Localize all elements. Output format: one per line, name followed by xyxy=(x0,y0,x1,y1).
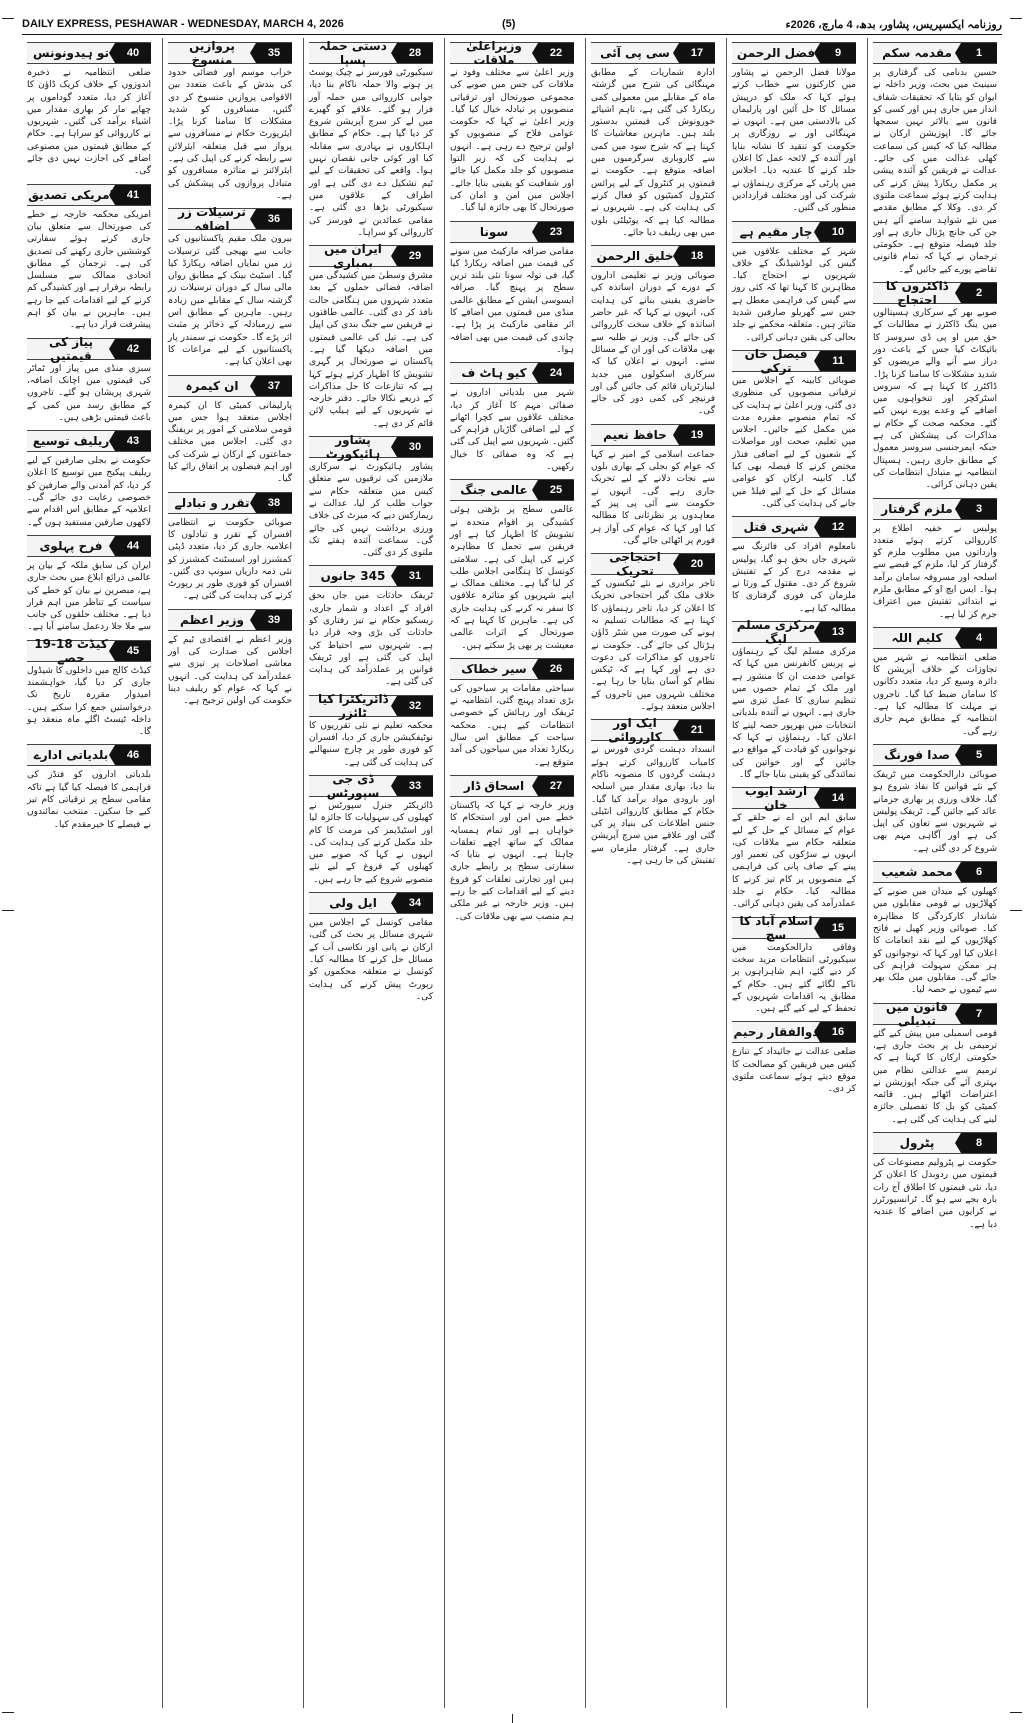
news-number-badge: 33 xyxy=(397,776,433,796)
news-headline: وزیر اعظم xyxy=(180,612,244,627)
news-number-badge: 34 xyxy=(397,893,433,913)
news-headline: ان کیمرہ xyxy=(185,378,239,393)
news-headline-bar xyxy=(732,913,856,942)
news-number-badge: 14 xyxy=(820,788,856,808)
news-number-badge: 1 xyxy=(961,43,997,63)
news-column xyxy=(162,38,297,1708)
news-body-text: پولیس نے خفیہ اطلاع پر کارروائی کرتے ہوئے متعدد وارداتوں میں مطلوب ملزم کو گرفتار کر لیا، ملزم کے قبضے سے اسلحہ اور مسروقہ سامان برآمد ہوا۔ ایس ایچ او کے مطابق ملزم نے ابتدائی تفتیش میں اعتراف جرم کر لیا ہے۔ xyxy=(873,523,997,620)
news-headline: اسلام آباد کا سچ xyxy=(739,913,813,942)
news-body-text: نامعلوم افراد کی فائرنگ سے شہری جاں بحق ہو گیا، پولیس نے مقدمہ درج کر کے تفتیش شروع کر دی۔ مقتول کے ورثا نے ملزمان کی فوری گرفتاری کا مطالبہ کیا ہے۔ xyxy=(732,542,856,614)
news-headline: 345 جانوں xyxy=(320,569,386,584)
news-body-text: تاجر برادری نے نئے ٹیکسوں کے خلاف ملک گیر احتجاجی تحریک کا اعلان کر دیا، تاجر رہنماؤں کا کہنا ہے کہ مطالبات تسلیم نہ ہونے کی صورت میں شٹر ڈاؤن ہڑتال کی جائے گی۔ حکومت نے تاجروں کو مذاکرات کی دعوت دی ہے اور کہا ہے کہ ٹیکس نظام کو آسان بنایا جا رہا ہے۔ مختلف شہروں میں تاجروں کے اجلاس منعقد ہوئے۔ xyxy=(591,579,715,713)
news-headline: کلیم اللہ xyxy=(891,630,943,645)
news-item xyxy=(168,375,292,486)
news-item xyxy=(591,42,715,239)
news-headline-bar xyxy=(27,636,151,665)
news-item xyxy=(450,221,574,357)
news-item xyxy=(732,1021,856,1095)
news-headline-bar xyxy=(168,205,292,234)
news-item xyxy=(27,184,151,332)
news-body-text: ضلعی انتظامیہ نے شہر میں تجاوزات کے خلاف آپریشن کا دائرہ وسیع کر دیا، متعدد دکانوں کا سامان ضبط کیا گیا۔ تاجروں نے مہلت کا مطالبہ کیا ہے۔ انتظامیہ کے مطابق مہم جاری رہے گی۔ xyxy=(873,652,997,737)
news-number-badge: 2 xyxy=(961,283,997,303)
news-headline-bar xyxy=(168,492,292,514)
news-number-badge: 19 xyxy=(679,425,715,445)
news-body-text: انسداد دہشت گردی فورس نے کامیاب کارروائی کرتے ہوئے دہشت گردوں کا منصوبہ ناکام بنا دیا، بھاری مقدار میں اسلحہ اور بارودی مواد برآمد کیا گیا۔ حکام کے مطابق کارروائی انٹیلی جنس اطلاعات کی بنیاد پر کی گئی اور علاقے میں سرچ آپریشن جاری ہے۔ گرفتار ملزمان سے تفتیش کی جا رہی ہے۔ xyxy=(591,745,715,867)
news-item xyxy=(450,39,574,215)
news-number-badge: 25 xyxy=(538,480,574,500)
news-item xyxy=(309,892,433,1003)
news-headline-bar xyxy=(873,1132,997,1154)
news-body-text: سیکیورٹی فورسز نے چیک پوسٹ پر ہونے والا حملہ ناکام بنا دیا، جوابی کارروائی میں حملہ آور فرار ہو گئے۔ علاقے کو گھیرے میں لے کر سرچ آپریشن شروع کر دیا گیا ہے۔ حکام کے مطابق اہلکاروں نے بہادری سے مقابلہ کیا اور کوئی جانی نقصان نہیں ہوا۔ واقعے کی تحقیقات کے لیے ٹیم تشکیل دے دی گئی ہے اور اطراف کے علاقوں میں سیکیورٹی بڑھا دی گئی ہے۔ مقامی عمائدین نے فورسز کی کارروائی کو سراہا۔ xyxy=(309,68,433,238)
news-number-badge: 40 xyxy=(115,43,151,63)
news-headline: پٹرول xyxy=(899,1136,935,1151)
news-headline: کیو ہاٹ ف xyxy=(461,366,527,381)
news-body-text: جماعت اسلامی کے امیر نے کہا کہ عوام کو بجلی کے بھاری بلوں سے نجات دلانے کے لیے تحریک جاری رہے گی۔ انہوں نے حکومت سے آئی پی پیز کے معاہدوں پر نظرثانی کا مطالبہ کیا اور کہا کہ عوام کی آواز ہر فورم پر اٹھائی جائے گی۔ xyxy=(591,449,715,546)
news-headline: ڈاکٹروں کا احتجاج xyxy=(885,279,949,308)
news-headline: بلدیاتی ادارے xyxy=(33,748,109,763)
news-headline: ذوالفقار رحیم xyxy=(733,1025,819,1040)
news-headline-bar xyxy=(591,42,715,64)
news-headline: ارشد ایوب خان xyxy=(744,784,808,813)
news-column xyxy=(303,38,438,1708)
page-number: (5) xyxy=(502,18,516,30)
news-headline-bar xyxy=(732,784,856,813)
news-number-badge: 23 xyxy=(538,222,574,242)
news-headline: خلیق الرحمن xyxy=(596,249,674,264)
news-headline: پروازیں منسوخ xyxy=(189,39,235,67)
news-item xyxy=(591,550,715,713)
news-headline-bar xyxy=(27,744,151,766)
news-headline-bar xyxy=(168,609,292,631)
news-headline: ایک اور کارروائی xyxy=(608,716,662,745)
news-body-text: مقامی صرافہ مارکیٹ میں سونے کی قیمت میں اضافہ ریکارڈ کیا گیا، فی تولہ سونا نئی بلند ترین سطح پر پہنچ گیا۔ صرافہ ایسوسی ایشن کے مطابق عالمی منڈی میں قیمتوں میں اضافے کا اثر مقامی مارکیٹ پر پڑا ہے۔ چاندی کی قیمت میں بھی اضافہ ہوا۔ xyxy=(450,246,574,355)
crop-mark xyxy=(2,1712,14,1713)
news-body-text: وزیر اعلیٰ سے مختلف وفود نے ملاقات کی جس میں صوبے کی مجموعی صورتحال اور ترقیاتی منصوبوں پر تبادلہ خیال کیا گیا۔ وزیر اعلیٰ نے کہا کہ حکومت عوامی فلاح کے منصوبوں کو اولین ترجیح دے رہی ہے۔ انہوں نے ہدایت کی کہ زیر التوا منصوبوں کو جلد مکمل کیا جائے اور شفافیت کو یقینی بنایا جائے۔ اجلاس میں امن و امان کی صورتحال کا بھی جائزہ لیا گیا۔ xyxy=(450,68,574,214)
news-body-text: محکمہ تعلیم نے نئی تقرریوں کا نوٹیفکیشن جاری کر دیا، افسران کو فوری طور پر چارج سنبھالنے کی ہدایت کی گئی ہے۔ xyxy=(309,720,433,768)
news-body-text: سیاحتی مقامات پر سیاحوں کی بڑی تعداد پہنچ گئی، انتظامیہ نے ٹریفک اور رہائش کے خصوصی انتظامات کیے ہیں۔ محکمہ سیاحت کے مطابق اس سال ریکارڈ تعداد میں سیاحوں کی آمد متوقع ہے۔ xyxy=(450,683,574,768)
news-number-badge: 7 xyxy=(961,1004,997,1024)
news-item xyxy=(27,744,151,830)
news-column xyxy=(867,38,1002,1708)
news-body-text: مولانا فضل الرحمن نے پشاور میں کارکنوں سے خطاب کرتے ہوئے کہا کہ ملک کو درپیش مسائل کا حل آئین اور پارلیمان کی بالادستی میں ہے۔ انہوں نے مہنگائی اور بے روزگاری پر حکومت کو تنقید کا نشانہ بنایا اور آئندہ کے لائحہ عمل کا اعلان جلد کرنے کا عندیہ دیا۔ اجلاس میں پارٹی کے مرکزی رہنماؤں نے شرکت کی اور مختلف قراردادیں منظور کی گئیں۔ xyxy=(732,68,856,214)
news-headline: سونا xyxy=(479,224,509,239)
news-headline: مرکزی مسلم لیگ xyxy=(736,617,816,646)
news-number-badge: 42 xyxy=(115,339,151,359)
newspaper-page xyxy=(22,38,1002,1708)
news-number-badge: 21 xyxy=(679,720,715,740)
news-body-text: ادارہ شماریات کے مطابق مہنگائی کی شرح میں گزشتہ ماہ کے مقابلے میں معمولی کمی ریکارڈ کی گئی ہے، تاہم اشیائے خورونوش کی قیمتیں بدستور بلند ہیں۔ ماہرین معاشیات کا کہنا ہے کہ شرح سود میں کمی سے کاروباری سرگرمیوں میں اضافہ متوقع ہے۔ حکومت نے قیمتوں پر کنٹرول کے لیے پرائس کنٹرول کمیٹیوں کو فعال کرنے کی ہدایت کی ہے۔ شہریوں نے مطالبہ کیا ہے کہ یوٹیلٹی بلوں میں بھی ریلیف دیا جائے۔ xyxy=(591,68,715,238)
news-item xyxy=(168,205,292,368)
news-body-text: صوبائی دارالحکومت میں ٹریفک کے نئے قوانین کا نفاذ شروع ہو گیا، خلاف ورزی پر بھاری جرمانے عائد کیے جائیں گے۔ ٹریفک پولیس نے شہریوں سے تعاون کی اپیل کی ہے اور آگاہی مہم بھی شروع کر دی گئی ہے۔ xyxy=(873,769,997,854)
news-headline: احتجاجی تحریک xyxy=(609,550,661,579)
news-body-text: ڈائریکٹر جنرل سپورٹس نے کھیلوں کی سہولیات کا جائزہ لیا اور اسٹیڈیمز کی مرمت کا کام جلد مکمل کرنے کی ہدایت کی۔ انہوں نے کہا کہ صوبے میں کھیلوں کے فروغ کے لیے نئے منصوبے شروع کیے جا رہے ہیں۔ xyxy=(309,800,433,885)
news-number-badge: 11 xyxy=(820,351,856,371)
news-item xyxy=(450,479,574,652)
news-body-text: امریکی محکمہ خارجہ نے خطے کی صورتحال سے متعلق بیان جاری کرتے ہوئے سفارتی کوششیں جاری رکھنے کی تصدیق کی ہے۔ ترجمان کے مطابق اتحادی ممالک سے مسلسل رابطہ برقرار ہے اور کشیدگی کم کرنے کے لیے اقدامات کیے جا رہے ہیں۔ ماہرین نے بیان کو اہم پیشرفت قرار دیا ہے۔ xyxy=(27,209,151,331)
news-body-text: شہر کے مختلف علاقوں میں گیس کی لوڈشیڈنگ کے خلاف شہریوں نے احتجاج کیا۔ مظاہرین کا کہنا تھا کہ کئی روز سے گیس کی فراہمی معطل ہے جس سے گھریلو صارفین شدید متاثر ہیں۔ متعلقہ محکمے نے جلد بحالی کی یقین دہانی کرائی۔ xyxy=(732,246,856,343)
news-number-badge: 29 xyxy=(397,246,433,266)
news-item xyxy=(450,775,574,923)
news-number-badge: 36 xyxy=(256,209,292,229)
news-item xyxy=(732,516,856,615)
news-headline-bar xyxy=(450,479,574,501)
crop-mark xyxy=(2,18,14,19)
news-item xyxy=(27,535,151,634)
news-body-text: حسین بدنامی کی گرفتاری پر سینیٹ میں بحث، وزیر داخلہ نے ایوان کو بتایا کہ تحقیقات شفاف انداز میں جاری ہیں اور کسی کو قانون سے بالاتر نہیں سمجھا جائے گا۔ اپوزیشن ارکان نے مطالبہ کیا کہ کیس کی سماعت کھلی عدالت میں کی جائے۔ عدالت نے فریقین کو آئندہ پیشی پر مکمل ریکارڈ پیش کرنے کی ہدایت کرتے ہوئے سماعت ملتوی کر دی۔ وکلا کے مطابق مقدمے میں نئے شواہد سامنے آئے ہیں جن کی جانچ پڑتال جاری ہے اور جلد فیصلہ متوقع ہے۔ حکومتی ترجمان نے کہا کہ تمام قانونی تقاضے پورے کیے جائیں گے۔ xyxy=(873,68,997,275)
news-headline-bar xyxy=(732,617,856,646)
news-body-text: صوبائی حکومت نے انتظامی افسران کے تقرر و تبادلوں کا اعلامیہ جاری کر دیا، متعدد ڈپٹی کمشنرز اور اسسٹنٹ کمشنرز کو نئی ذمہ داریاں سونپ دی گئیں۔ افسران کو فوری طور پر رپورٹ کرنے کی ہدایت کی گئی ہے۔ xyxy=(168,517,292,602)
news-body-text: مشرق وسطیٰ میں کشیدگی میں اضافہ، فضائی حملوں کے بعد متعدد شہروں میں ہنگامی حالت نافذ کر دی گئی۔ عالمی طاقتوں نے فریقین سے جنگ بندی کی اپیل کی ہے۔ تیل کی عالمی قیمتوں میں اضافہ دیکھا گیا ہے۔ پاکستان نے صورتحال پر گہری تشویش کا اظہار کرتے ہوئے کہا ہے کہ تنازعات کا حل مذاکرات کے ذریعے نکالا جائے۔ دفتر خارجہ نے شہریوں کے لیے ہیلپ لائن قائم کر دی ہے۔ xyxy=(309,271,433,429)
header-english: DAILY EXPRESS, PESHAWAR - WEDNESDAY, MARCH 4, 2026 xyxy=(22,18,344,30)
news-body-text: کیڈٹ کالج میں داخلوں کا شیڈول جاری کر دیا گیا، خواہشمند امیدوار مقررہ تاریخ تک درخواستیں جمع کرا سکتے ہیں۔ داخلہ ٹیسٹ اگلے ماہ منعقد ہو گا۔ xyxy=(27,665,151,738)
news-item xyxy=(27,42,151,178)
news-body-text: خراب موسم اور فضائی حدود کی بندش کے باعث متعدد بین الاقوامی پروازیں منسوخ کر دی گئیں، مسافروں کو شدید مشکلات کا سامنا کرنا پڑا۔ ایئرپورٹ حکام نے مسافروں سے پرواز سے قبل متعلقہ ایئرلائن سے رابطہ کرنے کی اپیل کی ہے۔ ایئرلائنز نے متاثرہ مسافروں کو متبادل پروازوں کی پیشکش کی ہے۔ xyxy=(168,68,292,201)
news-item xyxy=(309,771,433,886)
news-item xyxy=(450,362,574,473)
news-number-badge: 18 xyxy=(679,246,715,266)
news-number-badge: 26 xyxy=(538,659,574,679)
news-headline: صدا فورنگ xyxy=(884,747,950,762)
news-column xyxy=(585,38,720,1708)
news-headline: فضل الرحمن xyxy=(736,46,816,60)
news-body-text: پشاور ہائیکورٹ نے سرکاری ملازمین کی ترقیوں سے متعلق کیس میں متعلقہ حکام سے جواب طلب کر لیا، عدالت نے ریمارکس دیے کہ میرٹ کی خلاف ورزی برداشت نہیں کی جائے گی۔ سماعت آئندہ ہفتے تک ملتوی کر دی گئی۔ xyxy=(309,462,433,559)
news-headline-bar xyxy=(873,744,997,766)
news-number-badge: 31 xyxy=(397,566,433,586)
news-item xyxy=(732,346,856,510)
news-number-badge: 16 xyxy=(820,1022,856,1042)
news-item xyxy=(450,658,574,769)
news-headline-bar xyxy=(309,242,433,271)
news-headline-bar xyxy=(873,999,997,1028)
news-number-badge: 37 xyxy=(256,376,292,396)
news-headline-bar xyxy=(309,39,433,67)
news-item xyxy=(309,565,433,688)
news-headline-bar xyxy=(27,535,151,557)
news-body-text: حکومت نے پٹرولیم مصنوعات کی قیمتوں میں ردوبدل کا اعلان کر دیا، نئی قیمتوں کا اطلاق آج رات بارہ بجے سے ہو گا۔ ٹرانسپورٹرز نے کرایوں میں اضافے کا عندیہ دیا ہے۔ xyxy=(873,1158,997,1230)
news-body-text: ٹریفک حادثات میں جاں بحق افراد کے اعداد و شمار جاری، ریسکیو حکام نے تیز رفتاری کو حادثات کی بڑی وجہ قرار دیا ہے۔ شہریوں سے احتیاط کی اپیل کی گئی ہے اور ٹریفک قوانین پر عملدرآمد کی ہدایت کی گئی ہے۔ xyxy=(309,591,433,688)
news-headline: فیصل خان ترکی xyxy=(744,346,808,375)
news-number-badge: 8 xyxy=(961,1133,997,1153)
news-headline-bar xyxy=(309,433,433,462)
news-item xyxy=(309,242,433,430)
news-headline-bar xyxy=(873,498,997,520)
news-body-text: ضلعی عدالت نے جائیداد کے تنازع کیس میں فریقین کو مصالحت کا موقع دیتے ہوئے سماعت ملتوی کر دی۔ xyxy=(732,1047,856,1095)
news-item xyxy=(27,334,151,424)
news-body-text: مقامی کونسل کے اجلاس میں شہری مسائل پر بحث کی گئی، ارکان نے پانی اور نکاسی آب کے مسائل حل کرنے کا مطالبہ کیا۔ کونسل نے متعلقہ محکموں کو رپورٹ پیش کرنے کی ہدایت کی۔ xyxy=(309,918,433,1002)
news-item xyxy=(873,279,997,491)
news-number-badge: 44 xyxy=(115,536,151,556)
news-headline: ریلیف توسیع xyxy=(32,434,110,449)
news-number-badge: 32 xyxy=(397,696,433,716)
news-headline-bar xyxy=(309,771,433,800)
news-item xyxy=(591,716,715,867)
news-headline: پیاز کی قیمتیں xyxy=(48,334,94,363)
news-item xyxy=(732,913,856,1016)
news-headline-bar xyxy=(873,42,997,64)
news-number-badge: 15 xyxy=(820,918,856,938)
news-number-badge: 45 xyxy=(115,641,151,661)
news-item xyxy=(591,424,715,547)
news-headline-bar xyxy=(732,516,856,538)
news-item xyxy=(27,636,151,739)
page-header xyxy=(22,12,1002,35)
news-number-badge: 20 xyxy=(679,554,715,574)
crop-mark xyxy=(1010,910,1022,911)
news-headline: وزیراعلیٰ ملاقات xyxy=(466,39,522,67)
news-body-text: شہر میں بلدیاتی اداروں نے صفائی مہم کا آغاز کر دیا، مختلف علاقوں سے کچرا اٹھانے کے لیے اضافی گاڑیاں فراہم کی گئیں۔ شہریوں سے اپیل کی گئی ہے کہ وہ صفائی کا خیال رکھیں۔ xyxy=(450,388,574,473)
news-item xyxy=(309,39,433,239)
crop-mark xyxy=(2,910,14,911)
news-number-badge: 43 xyxy=(115,431,151,451)
news-body-text: ضلعی انتظامیہ نے ذخیرہ اندوزوں کے خلاف کریک ڈاؤن کا آغاز کر دیا، متعدد گوداموں پر چھاپے مار کر بھاری مقدار میں اشیاء برآمد کی گئیں۔ شہریوں نے کارروائی کو سراہا ہے۔ حکام کے مطابق قیمتوں میں مصنوعی اضافے کی اجازت نہیں دی جائے گی۔ xyxy=(27,68,151,177)
news-item xyxy=(732,221,856,344)
news-body-text: حکومت نے بجلی صارفین کے لیے ریلیف پیکیج میں توسیع کا اعلان کر دیا، کم آمدنی والے صارفین کو خصوصی رعایت دی جائے گی۔ اعلامیہ کے مطابق اس اقدام سے لاکھوں صارفین مستفید ہوں گے۔ xyxy=(27,456,151,528)
news-body-text: وزیر اعظم نے اقتصادی ٹیم کے اجلاس کی صدارت کی اور معاشی اصلاحات پر تیزی سے عملدرآمد کی ہدایت کی۔ انہوں نے کہا کہ عوام کو ریلیف دینا حکومت کی اولین ترجیح ہے۔ xyxy=(168,634,292,707)
news-column xyxy=(444,38,579,1708)
news-body-text: بیرون ملک مقیم پاکستانیوں کی جانب سے بھیجی گئی ترسیلات زر میں نمایاں اضافہ ریکارڈ کیا گیا۔ اسٹیٹ بینک کے مطابق رواں مالی سال کے دوران ترسیلات زر گزشتہ سال کے مقابلے میں زیادہ رہیں۔ ماہرین کے مطابق اس سے زرمبادلہ کے ذخائر پر مثبت اثر پڑے گا۔ حکومت نے سمندر پار پاکستانیوں کے لیے مراعات کا بھی اعلان کیا ہے۔ xyxy=(168,234,292,368)
header-urdu: روزنامہ ایکسپریس، پشاور، بدھ، 4 مارچ، 2026ء xyxy=(785,19,1002,31)
news-column xyxy=(22,38,156,1708)
news-headline: قانون میں تبدیلی xyxy=(886,999,948,1028)
news-headline-bar xyxy=(591,550,715,579)
news-headline-bar xyxy=(732,346,856,375)
news-headline: محمد شعیب xyxy=(881,865,953,880)
news-number-badge: 6 xyxy=(961,862,997,882)
news-headline-bar xyxy=(732,1021,856,1043)
news-headline-bar xyxy=(450,658,574,680)
news-item xyxy=(309,691,433,769)
news-body-text: قومی اسمبلی میں پیش کیے گئے ترمیمی بل پر بحث جاری ہے، حکومتی ارکان کا کہنا ہے کہ ترمیم سے عدالتی نظام میں بہتری آئے گی جبکہ اپوزیشن نے اعتراضات اٹھائے ہیں۔ قائمہ کمیٹی کو بل کا تفصیلی جائزہ لینے کی ہدایت کی گئی ہے۔ xyxy=(873,1028,997,1125)
news-headline-bar xyxy=(27,430,151,452)
news-body-text: صوبے بھر کے سرکاری ہسپتالوں میں ینگ ڈاکٹرز نے مطالبات کے حق میں او پی ڈی سروسز کا بائیکاٹ کیا جس کے باعث دور دراز سے آنے والے مریضوں کو شدید مشکلات کا سامنا کرنا پڑا۔ ڈاکٹرز کا کہنا ہے کہ سروس اسٹرکچر اور تنخواہوں میں اضافے کے وعدے پورے نہیں کیے گئے۔ محکمہ صحت کے حکام نے مذاکرات کی پیشکش کی ہے جبکہ ایمرجنسی سروسز معمول کے مطابق جاری رہیں۔ ہسپتال انتظامیہ نے متبادل انتظامات کی یقین دہانی کرائی۔ xyxy=(873,308,997,491)
news-number-badge: 46 xyxy=(115,745,151,765)
crop-mark xyxy=(512,1714,513,1723)
news-headline: دستی حملہ پسپا xyxy=(319,39,387,67)
news-item xyxy=(873,498,997,621)
news-item xyxy=(873,1132,997,1231)
news-headline-bar xyxy=(873,279,997,308)
news-number-badge: 41 xyxy=(115,185,151,205)
news-number-badge: 38 xyxy=(256,493,292,513)
news-item xyxy=(732,617,856,781)
news-item xyxy=(168,492,292,603)
news-item xyxy=(27,430,151,529)
news-headline: فرح پہلوی xyxy=(39,538,103,553)
news-headline: اسحاق ڈار xyxy=(463,778,525,793)
news-number-badge: 17 xyxy=(679,43,715,63)
news-number-badge: 13 xyxy=(820,622,856,642)
news-item xyxy=(873,744,997,855)
news-headline: ایل ولی xyxy=(329,896,377,911)
news-item xyxy=(873,42,997,276)
news-body-text: صوبائی کابینہ کے اجلاس میں ترقیاتی منصوبوں کی منظوری دی گئی، وزیر اعلیٰ نے ہدایت کی کہ تمام منصوبے مقررہ مدت میں مکمل کیے جائیں۔ اجلاس میں تعلیم، صحت اور مواصلات کے شعبوں کے لیے اضافی فنڈز مختص کرنے کا فیصلہ بھی کیا گیا۔ کابینہ ارکان کو عوامی مسائل کے حل کے لیے فیلڈ میں جانے کی ہدایت کی گئی۔ xyxy=(732,375,856,509)
news-number-badge: 10 xyxy=(820,222,856,242)
news-number-badge: 28 xyxy=(397,43,433,63)
news-headline: سیر خطاک xyxy=(461,661,527,676)
news-headline: پشاور ہائیکورٹ xyxy=(325,433,381,462)
news-number-badge: 9 xyxy=(820,43,856,63)
news-headline-bar xyxy=(27,334,151,363)
news-headline: عالمی جنگ xyxy=(460,483,528,498)
news-item xyxy=(873,999,997,1126)
news-body-text: سبزی منڈی میں پیاز اور ٹماٹر کی قیمتوں میں اچانک اضافہ، شہری پریشان ہو گئے۔ تاجروں کے مطابق رسد میں کمی کے باعث قیمتیں بڑھی ہیں۔ xyxy=(27,363,151,423)
news-body-text: کھیلوں کے میدان میں صوبے کے کھلاڑیوں نے قومی مقابلوں میں شاندار کارکردگی کا مظاہرہ کیا۔ صوبائی وزیر کھیل نے فاتح کھلاڑیوں کے لیے نقد انعامات کا اعلان کیا اور کہا کہ نوجوانوں کو ہر ممکن سہولت فراہم کی جائے گی۔ مقابلوں میں ملک بھر سے ٹیموں نے حصہ لیا۔ xyxy=(873,887,997,996)
news-body-text: سابق ایم این اے نے حلقے کے عوام کے مسائل کے حل کے لیے متعلقہ حکام سے ملاقات کی، انہوں نے سڑکوں کی تعمیر اور پینے کے صاف پانی کی فراہمی کے منصوبوں پر کام تیز کرنے کا مطالبہ کیا۔ حکام نے جلد عملدرآمد کی یقین دہانی کرائی۔ xyxy=(732,813,856,910)
news-number-badge: 22 xyxy=(538,43,574,63)
news-body-text: پارلیمانی کمیٹی کا ان کیمرہ اجلاس منعقد ہوا جس میں قومی سلامتی کے امور پر بریفنگ دی گئی۔ اجلاس میں مختلف جماعتوں کے ارکان نے شرکت کی اور اہم فیصلوں پر اتفاق رائے کیا گیا۔ xyxy=(168,400,292,485)
news-headline: ملزم گرفتار xyxy=(881,501,953,516)
news-body-text: وفاقی دارالحکومت میں سیکیورٹی انتظامات مزید سخت کر دیے گئے، اہم شاہراہوں پر ناکے لگائے گئے ہیں۔ حکام کے مطابق یہ اقدامات شہریوں کے تحفظ کے لیے کیے گئے ہیں۔ xyxy=(732,942,856,1015)
news-headline: امریکی تصدیق xyxy=(28,187,114,202)
news-item xyxy=(591,245,715,418)
crop-mark xyxy=(1010,18,1022,19)
news-item xyxy=(168,609,292,708)
news-headline-bar xyxy=(309,565,433,587)
news-headline: تقرر و تبادلے xyxy=(174,495,250,510)
news-headline-bar xyxy=(732,42,856,64)
news-headline: ترسیلات زر اضافہ xyxy=(178,205,246,234)
news-body-text: مرکزی مسلم لیگ کے رہنماؤں نے پریس کانفرنس میں کہا کہ عوامی خدمت ان کا منشور ہے اور ملک کے تمام حصوں میں تنظیم سازی کا عمل تیزی سے جاری ہے۔ انہوں نے آئندہ بلدیاتی انتخابات میں بھرپور حصہ لینے کا اعلان کیا۔ رہنماؤں نے کہا کہ نوجوانوں کو قیادت کے مواقع دیے جائیں گے اور خواتین کی نمائندگی کو یقینی بنایا جائے گا۔ xyxy=(732,646,856,780)
news-number-badge: 27 xyxy=(538,776,574,796)
news-number-badge: 24 xyxy=(538,363,574,383)
news-headline-bar xyxy=(450,39,574,67)
news-headline-bar xyxy=(450,775,574,797)
news-headline-bar xyxy=(591,245,715,267)
news-body-text: عالمی سطح پر بڑھتی ہوئی کشیدگی پر اقوام متحدہ نے تشویش کا اظہار کیا ہے اور فریقین سے تحمل کا مظاہرہ کرنے کی اپیل کی ہے۔ سلامتی کونسل کا ہنگامی اجلاس طلب کر لیا گیا ہے۔ مختلف ممالک نے اپنے شہریوں کو متاثرہ علاقوں کا سفر نہ کرنے کی ہدایت جاری کی ہے۔ ماہرین کا کہنا ہے کہ صورتحال کے اثرات عالمی معیشت پر بھی پڑ سکتے ہیں۔ xyxy=(450,505,574,651)
news-headline: سی پی آئی xyxy=(600,46,670,60)
news-item xyxy=(873,861,997,997)
news-headline: کیڈٹ 18-19 حصے xyxy=(34,636,108,665)
news-body-text: وزیر خارجہ نے کہا کہ پاکستان خطے میں امن اور استحکام کا خواہاں ہے اور تمام ہمسایہ ممالک کے ساتھ اچھے تعلقات چاہتا ہے۔ انہوں نے بتایا کہ سفارتی سطح پر رابطے جاری ہیں اور تجارتی تعلقات کو فروغ دینے کے لیے اقدامات کیے جا رہے ہیں۔ وزیر خارجہ نے غیر ملکی ہم منصب سے بھی ملاقات کی۔ xyxy=(450,800,574,922)
news-headline-bar xyxy=(168,375,292,397)
news-number-badge: 35 xyxy=(256,43,292,63)
news-item xyxy=(732,42,856,215)
news-headline: شہری قتل xyxy=(743,520,809,535)
news-headline-bar xyxy=(873,627,997,649)
news-headline-bar xyxy=(591,716,715,745)
news-item xyxy=(168,39,292,202)
news-number-badge: 39 xyxy=(256,610,292,630)
news-headline-bar xyxy=(27,42,151,64)
news-body-text: بلدیاتی اداروں کو فنڈز کی فراہمی کا فیصلہ کیا گیا ہے تاکہ مقامی سطح پر ترقیاتی کام تیز کیے جا سکیں۔ منتخب نمائندوں نے فیصلے کا خیرمقدم کیا۔ xyxy=(27,770,151,830)
news-headline: حافظ نعیم xyxy=(603,427,667,442)
news-headline-bar xyxy=(873,861,997,883)
news-body-text: صوبائی وزیر نے تعلیمی اداروں کے دورے کے دوران اساتذہ کی حاضری یقینی بنانے کی ہدایت کی، انہوں نے کہا کہ غیر حاضر اساتذہ کے خلاف سخت کارروائی کی جائے گی۔ وزیر نے طلبہ سے بھی ملاقات کی اور ان کے مسائل سنے۔ انہوں نے اعلان کیا کہ سرکاری اسکولوں میں جدید لیبارٹریاں قائم کی جائیں گی اور فرنیچر کی کمی دور کی جائے گی۔ xyxy=(591,271,715,417)
news-headline: ڈی جی سپورٹس xyxy=(326,771,380,800)
news-headline-bar xyxy=(27,184,151,206)
news-headline-bar xyxy=(450,362,574,384)
news-number-badge: 30 xyxy=(397,437,433,457)
news-headline: ایران میں بمباری xyxy=(324,242,382,271)
news-number-badge: 3 xyxy=(961,499,997,519)
news-headline: تو ہیدونونس xyxy=(32,46,110,60)
news-item xyxy=(732,784,856,910)
news-number-badge: 5 xyxy=(961,745,997,765)
news-headline: چار مقیم ہے xyxy=(739,224,813,239)
news-number-badge: 4 xyxy=(961,628,997,648)
news-column xyxy=(726,38,861,1708)
news-body-text: ایران کی سابق ملکہ کے بیان پر عالمی ذرائع ابلاغ میں بحث جاری ہے، مبصرین نے بیان کو خطے کی سیاست کے تناظر میں اہم قرار دیا ہے۔ مختلف حلقوں کی جانب سے ملا جلا ردعمل سامنے آیا ہے۔ xyxy=(27,560,151,633)
news-headline-bar xyxy=(732,221,856,243)
news-headline-bar xyxy=(309,892,433,914)
news-headline-bar xyxy=(450,221,574,243)
news-headline-bar xyxy=(309,691,433,720)
news-headline-bar xyxy=(168,39,292,67)
news-headline: ڈائریکٹرا کیا ٹائزر xyxy=(318,691,388,720)
news-item xyxy=(873,627,997,738)
news-headline-bar xyxy=(591,424,715,446)
news-number-badge: 12 xyxy=(820,517,856,537)
news-item xyxy=(309,433,433,559)
crop-mark xyxy=(1010,1712,1022,1713)
news-headline: مقدمہ سکم xyxy=(882,46,952,60)
